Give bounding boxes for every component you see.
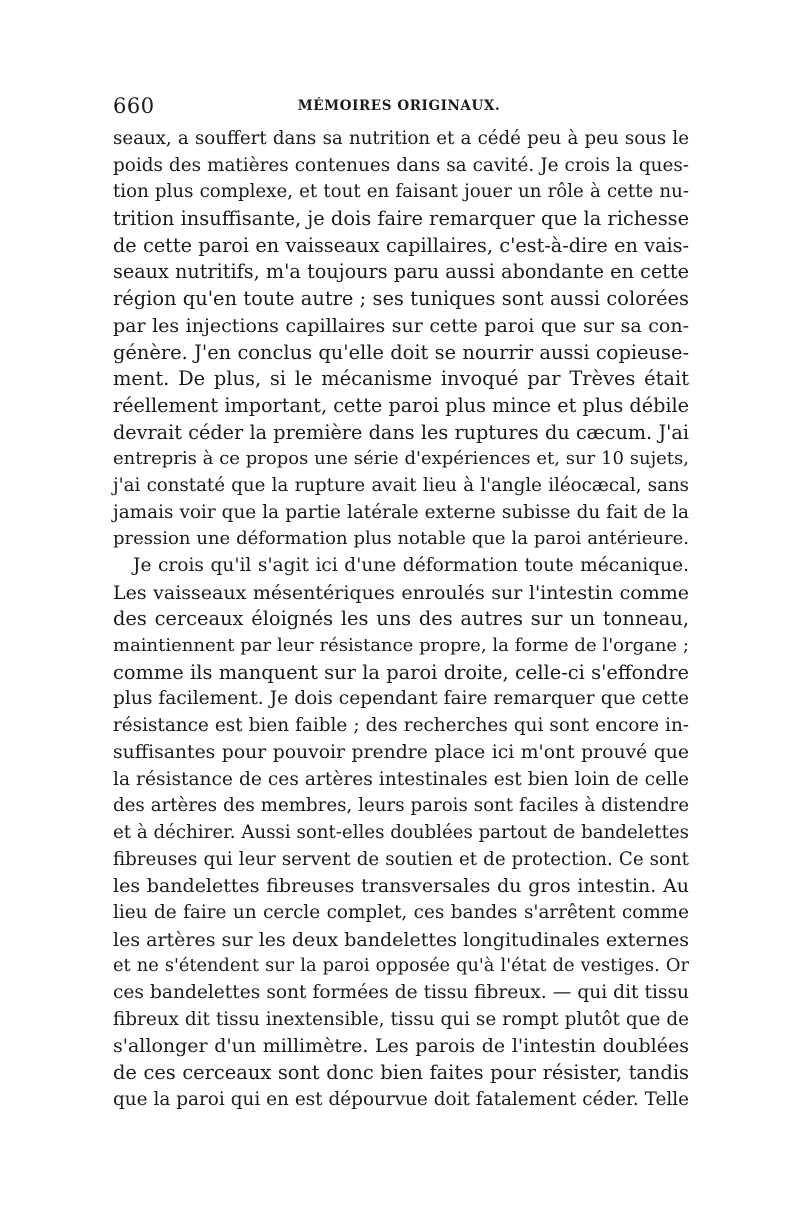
text-line: de ces cerceaux sont donc bien faites pour résister, tandis <box>113 1061 689 1085</box>
text-line: s'allonger d'un millimètre. Les parois de l'intestin doublées <box>113 1035 689 1058</box>
text-line: fibreux dit tissu inextensible, tissu qui se rompt plutôt que de <box>113 1008 689 1030</box>
text-line: ment. De plus, si le mécanisme invoqué par Trèves était <box>113 367 689 391</box>
text-line: jamais voir que la partie latérale externe subisse du fait de la <box>113 501 689 523</box>
text-line: entrepris à ce propos une série d'expériences et, sur 10 sujets, <box>113 448 689 470</box>
text-line: génère. J'en conclus qu'elle doit se nourrir aussi copieuse- <box>113 340 689 364</box>
text-line: devrait céder la première dans les ruptures du cæcum. J'ai <box>113 420 689 444</box>
text-line: Je crois qu'il s'agit ici d'une déformation toute mécanique. <box>133 555 689 576</box>
text-line: seaux nutritifs, m'a toujours paru aussi abondante en cette <box>113 260 689 284</box>
text-line: maintiennent par leur résistance propre, la forme de l'organe ; <box>113 635 689 657</box>
text-line: ces bandelettes sont formées de tissu fibreux. — qui dit tissu <box>113 982 689 1003</box>
running-head: MÉMOIRES ORIGINAUX. <box>297 98 501 114</box>
text-line: poids des matières contenues dans sa cavité. Je crois la ques- <box>113 154 689 176</box>
text-line: comme ils manquent sur la paroi droite, celle-ci s'effondre <box>113 660 689 684</box>
text-line: des artères des membres, leurs parois sont faciles à distendre <box>113 795 689 817</box>
text-line: Les vaisseaux mésentériques enroulés sur l'intestin comme <box>113 581 689 604</box>
text-line: plus facilement. Je dois cependant faire remarquer que cette <box>113 688 689 710</box>
text-line: lieu de faire un cercle complet, ces bandes s'arrêtent comme <box>113 901 689 923</box>
text-line: des cerceaux éloignés les uns des autres sur un tonneau, <box>113 607 689 631</box>
text-line: j'ai constaté que la rupture avait lieu à l'angle iléocæcal, sans <box>113 474 689 496</box>
text-line: fibreuses qui leur servent de soutien et de protection. Ce sont <box>113 848 689 870</box>
text-line: les artères sur les deux bandelettes longitudinales externes <box>113 928 689 951</box>
text-line: suffisantes pour pouvoir prendre place ici m'ont prouvé que <box>113 741 689 763</box>
text-line: la résistance de ces artères intestinales est bien loin de celle <box>113 768 689 790</box>
text-line: tion plus complexe, et tout en faisant jouer un rôle à cette nu- <box>113 181 689 203</box>
text-line: et à déchirer. Aussi sont-elles doublées partout de bandelettes <box>113 821 689 843</box>
text-line: seaux, a souffert dans sa nutrition et a cédé peu à peu sous le <box>113 128 689 149</box>
body-text <box>113 126 689 1113</box>
text-line: trition insuffisante, je dois faire remarquer que la richesse <box>113 207 690 231</box>
text-line: les bandelettes fibreuses transversales du gros intestin. Au <box>113 875 689 898</box>
text-line: de cette paroi en vaisseaux capillaires, c'est-à-dire en vais- <box>113 233 689 257</box>
text-line: réellement important, cette paroi plus mince et plus débile <box>113 393 689 417</box>
page-number: 660 <box>113 94 155 118</box>
text-line: que la paroi qui en est dépourvue doit fatalement céder. Telle <box>113 1088 689 1110</box>
text-line: pression une déformation plus notable que la paroi antérieure. <box>113 528 689 550</box>
text-line: et ne s'étendent sur la paroi opposée qu'à l'état de vestiges. Or <box>113 955 689 977</box>
text-line: par les injections capillaires sur cette paroi que sur sa con- <box>113 314 689 337</box>
text-line: région qu'en toute autre ; ses tuniques sont aussi colorées <box>113 287 689 311</box>
page-header <box>113 94 685 124</box>
text-line: résistance est bien faible ; des recherches qui sont encore in- <box>113 715 689 737</box>
